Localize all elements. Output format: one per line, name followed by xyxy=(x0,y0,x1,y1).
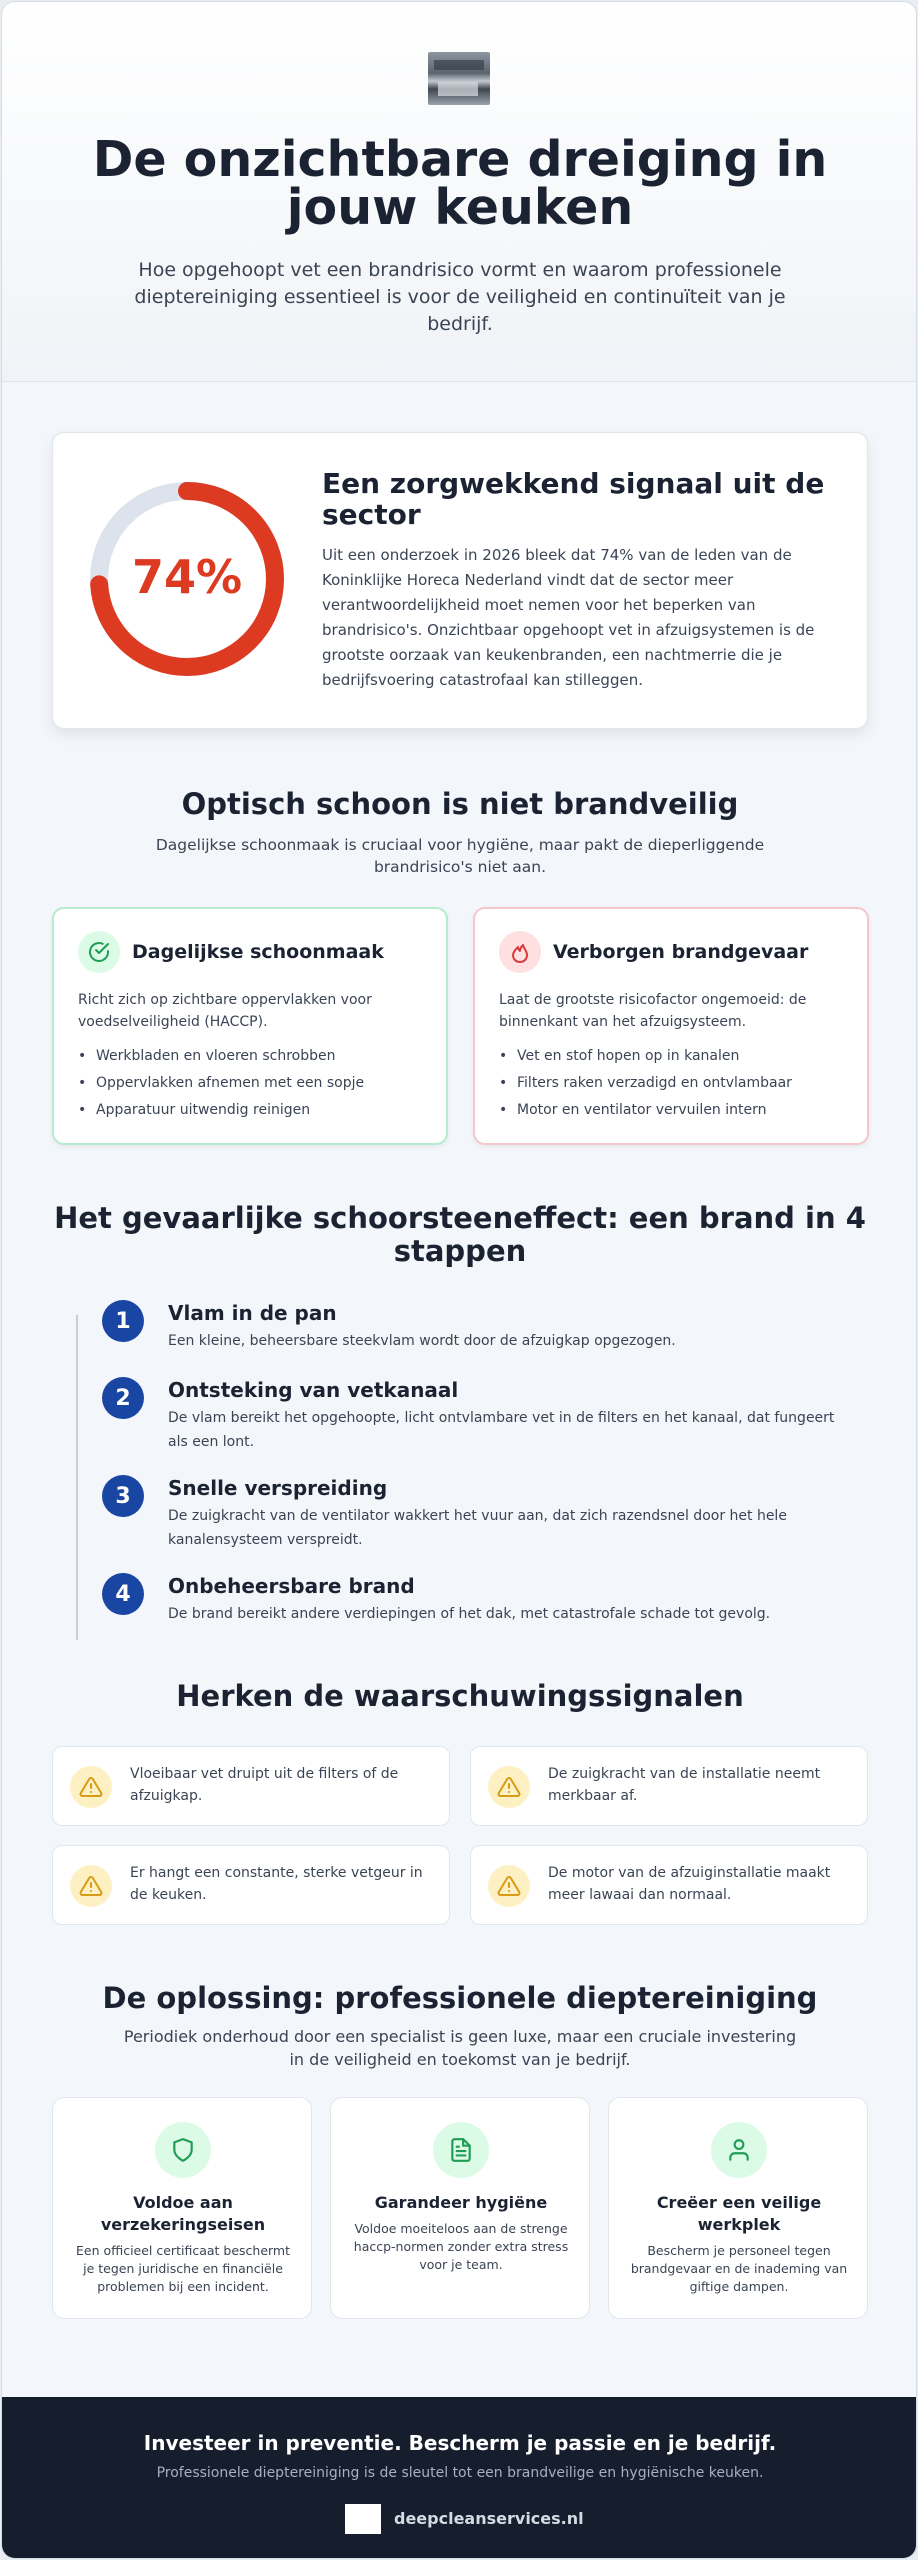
footer xyxy=(2,2397,917,2559)
hidden-danger-card xyxy=(473,907,869,1145)
warning-card xyxy=(52,1746,450,1826)
step-title: Onbeheersbare brand xyxy=(168,1574,415,1598)
daily-cleaning-list xyxy=(78,1043,438,1124)
warning-triangle-icon xyxy=(70,1865,112,1907)
daily-cleaning-card xyxy=(52,907,448,1145)
warning-text: Er hangt een constante, sterke vetgeur in de keuken. xyxy=(130,1865,423,1903)
step-number: 1 xyxy=(102,1300,144,1342)
step-text: De vlam bereikt het opgehoopte, licht ontvlambare vet in de filters en het kanaal, dat fungeert als een lont. xyxy=(168,1410,835,1450)
warning-text: De zuigkracht van de installatie neemt merkbaar af. xyxy=(548,1766,821,1804)
solution-card-text: Voldoe moeiteloos aan de strenge haccp-normen zonder extra stress voor je team. xyxy=(353,2221,569,2272)
kitchen-photo xyxy=(428,52,490,105)
warning-card xyxy=(470,1845,868,1925)
warning-text: Vloeibaar vet druipt uit de filters of de afzuigkap. xyxy=(130,1766,399,1804)
warning-triangle-icon xyxy=(488,1766,530,1808)
compare-title: Optisch schoon is niet brandveilig xyxy=(181,787,739,821)
solution-title: De oplossing: professionele dieptereiniging xyxy=(102,1981,818,2015)
step-number: 4 xyxy=(102,1573,144,1615)
solution-card-hygiene xyxy=(330,2097,590,2319)
step-title: Vlam in de pan xyxy=(168,1301,337,1325)
footer-subtitle: Professionele dieptereiniging is de sleutel tot een brandveilige en hygiënische keuken. xyxy=(156,2465,764,2481)
solution-card-insurance xyxy=(52,2097,312,2319)
daily-cleaning-desc: Richt zich op zichtbare oppervlakken voor voedselveiligheid (HACCP). xyxy=(78,992,372,1030)
compare-subtitle: Dagelijkse schoonmaak is cruciaal voor hygiëne, maar pakt de dieperliggende brandrisico's niet aan. xyxy=(155,836,765,876)
stat-value: 74% xyxy=(131,550,243,604)
website-link[interactable]: deepcleanservices.nl xyxy=(394,2509,584,2528)
footer-title: Investeer in preventie. Bescherm je passie en je bedrijf. xyxy=(143,2431,777,2455)
hidden-danger-desc: Laat de grootste risicofactor ongemoeid: de binnenkant van het afzuigsysteem. xyxy=(499,992,807,1030)
list-item: • Oppervlakken afnemen met een sopje xyxy=(78,1070,438,1097)
solution-subtitle: Periodiek onderhoud door een specialist is geen luxe, maar een cruciale investering in de veiligheid en toekomst van je bedrijf. xyxy=(123,2027,797,2069)
daily-cleaning-title: Dagelijkse schoonmaak xyxy=(132,941,384,963)
solution-card-title: Creëer een veilige werkplek xyxy=(656,2193,822,2234)
list-item: • Apparatuur uitwendig reinigen xyxy=(78,1097,438,1124)
stat-card xyxy=(52,432,868,729)
solution-card-title: Voldoe aan verzekeringseisen xyxy=(100,2193,266,2234)
hidden-danger-title: Verborgen brandgevaar xyxy=(553,941,809,963)
warning-triangle-icon xyxy=(488,1865,530,1907)
flame-icon xyxy=(499,931,541,973)
page-frame xyxy=(1,1,917,2559)
warning-card xyxy=(470,1746,868,1826)
list-item: • Werkbladen en vloeren schrobben xyxy=(78,1043,438,1070)
step-text: De zuigkracht van de ventilator wakkert het vuur aan, dat zich razendsnel door het hele kanalensysteem verspreidt. xyxy=(168,1508,787,1548)
solution-card-title: Garandeer hygiëne xyxy=(374,2193,548,2212)
document-icon xyxy=(433,2122,489,2178)
step-number: 2 xyxy=(102,1377,144,1419)
warning-triangle-icon xyxy=(70,1766,112,1808)
step-title: Snelle verspreiding xyxy=(168,1476,388,1500)
hero-section xyxy=(2,2,917,382)
stat-text: Uit een onderzoek in 2026 bleek dat 74% van de leden van de Koninklijke Horeca Nederland vindt dat de sector meer verantwoordelijkheid moet nemen voor het beperken van brandrisico's. Onzichtbaar opgehoopt vet in afzuigsystemen is de grootste oorzaak van keukenbranden, een nachtmerrie die je bedrijfsvoering catastrofaal kan stilleggen. xyxy=(322,546,815,689)
warning-card xyxy=(52,1845,450,1925)
company-logo xyxy=(345,2504,381,2534)
warnings-title: Herken de waarschuwingssignalen xyxy=(176,1679,744,1713)
steps-title: Het gevaarlijke schoorsteeneffect: een brand in 4 stappen xyxy=(54,1201,866,1268)
step-text: De brand bereikt andere verdiepingen of het dak, met catastrofale schade tot gevolg. xyxy=(168,1606,771,1622)
shield-icon xyxy=(155,2122,211,2178)
user-icon xyxy=(711,2122,767,2178)
solution-card-workplace xyxy=(608,2097,868,2319)
list-item: • Filters raken verzadigd en ontvlambaar xyxy=(499,1070,859,1097)
solution-card-text: Bescherm je personeel tegen brandgevaar en de inademing van giftige dampen. xyxy=(630,2243,848,2294)
step-title: Ontsteking van vetkanaal xyxy=(168,1378,459,1402)
list-item: • Motor en ventilator vervuilen intern xyxy=(499,1097,859,1124)
step-text: Een kleine, beheersbare steekvlam wordt door de afzuigkap opgezogen. xyxy=(168,1333,676,1349)
warning-text: De motor van de afzuiginstallatie maakt meer lawaai dan normaal. xyxy=(548,1865,831,1903)
page-subtitle: Hoe opgehoopt vet een brandrisico vormt en waarom professionele dieptereiniging essentieel is voor de veiligheid en continuïteit van je bedrijf. xyxy=(134,259,786,335)
page-title: De onzichtbare dreiging in jouw keuken xyxy=(92,131,828,236)
solution-card-text: Een officieel certificaat beschermt je tegen juridische en financiële problemen bij een incident. xyxy=(75,2243,291,2294)
list-item: • Vet en stof hopen op in kanalen xyxy=(499,1043,859,1070)
check-circle-icon xyxy=(78,931,120,973)
steps-timeline-line xyxy=(76,1315,78,1640)
step-number: 3 xyxy=(102,1475,144,1517)
stat-title: Een zorgwekkend signaal uit de sector xyxy=(322,467,825,531)
hidden-danger-list xyxy=(499,1043,859,1124)
